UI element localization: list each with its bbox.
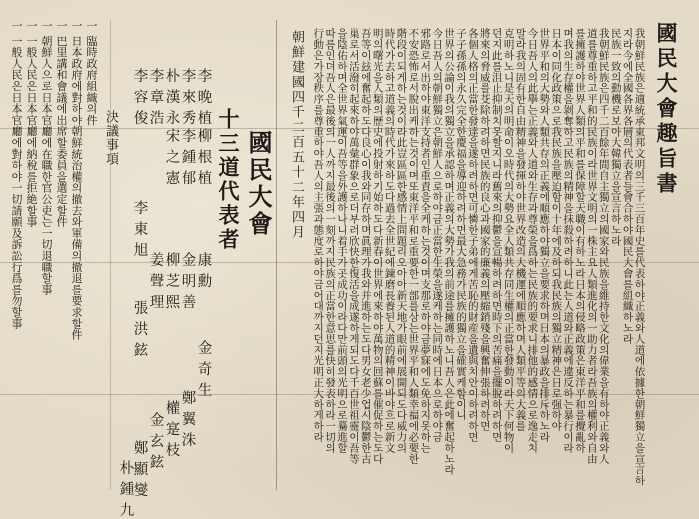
proclamation-column: 子子孫孫의永久完全한慶福을導迎하려하면最大急務가民族的獨立을確實케함이니 [455,28,467,421]
proclamation-column: 不安恐怖로서脫出케하는것이며또東洋平和로重要한一部를삼는世界平和人類幸福에必要한 [407,28,420,464]
proclamation-date: 朝鮮建國四千二百五十二年四月 [289,30,304,240]
proclamation-column: 今日吾人의朝鮮獨立은朝鮮人으로하야금正當한生榮을遂케하는同時에日本으로하야금 [431,28,444,443]
representative-name: 柳 根 植 [195,128,212,186]
proclamation-column: 道를尊重하고平和的民族이라世界文明의一株主요人類進化의一助力者라吾族의權利와自由 [585,28,598,464]
proclamation-column: 今日吾人의此擧는正義와人道와生存과尊榮을爲하는民族的要求니排他的感情으로逸走치 [526,28,539,454]
proclamation-column: 我朝鮮民族은四千二百餘年間自主獨立의國家와民族을維持한文化의偉業을有하야正義와人 [597,28,610,464]
representative-name: 張 洪 鉉 [131,300,148,358]
proclamation-column: 明의曙光을人類의歷史에投射하기始하도다新春이世界에來하야萬物의回蘇를催促하는도다 [371,28,384,464]
proclamation-column: 를擁護하야世界人類의平和를保障할天職이有하노라日本의侵略政策은東洋平和를攪亂하 [574,28,586,454]
resolution-item: 一 巴里講和會議에出席할委員을選定할件 [55,20,68,228]
proclamation-column: 世界의公論이我의獨立을承認하며正義의大勢가我의前途를擁護하노니吾人은此에奮起하노라 [443,28,456,475]
proclamation-column: 日本이同化政策으로我民族을壓迫함이十年에及하되我民族의獨立精神은日로强하야 [550,28,563,432]
representative-name: 李 鍾 郁 [179,128,196,186]
proclamation-column: 吾等이玆에奮起하도다良心이我와同存하며眞理가我와并進하는도다男女老少업시陰鬱한古 [359,28,372,464]
proclamation-column: 將來의脅威를芟除하려하면民族的良心과國家的廉義의壓縮銷殘을興奮伸張하려하면 [478,28,491,432]
proclamation-column: 巢로서活潑히起來하야萬彙群象으로더부러欣快한復活을成遂하게되도다千百世祖靈이吾等 [347,28,360,464]
representative-name: 金 奇 生 [195,340,212,398]
representative-name: 李 東 旭 [131,200,148,258]
proclamation-column: 을陰佑하며全世界氣運이吾等을外護하나니着手가곳成功이라다만前頭의光明으로驀進할 [336,28,348,454]
proclamation-title: 國民大會趣旨書 [654,22,679,197]
proclamation-column: 邪路로서出하야東洋支持者인重責을全케하는것이며支那로하야금夢寐에도免하지못하는 [419,28,432,454]
representative-name: 朴 鍾 九 [117,460,134,518]
representative-name: 柳 芝 熙 [163,252,180,310]
representative-name: 李 來 秀 [179,68,196,126]
resolution-item: 一 臨時政府組織의件 [85,20,98,126]
representative-name: 李 章 浩 [147,68,164,126]
proclamation-column: 世界平和의大勢와人類共存의正義에順應하야獨立을要求하며日本의暴政을排斥하노라 [538,28,551,443]
resolution-item: 一 日本政府에對하야朝鮮統治權의撤去와軍備의撤退를要求할件 [70,20,83,341]
proclamation-column: 말라我의固有한自由精神을發揮하야世界改造의大機運에順應하며人類平等의大義를 [514,28,527,432]
representative-name: 鄭 翼 洙 [179,390,196,448]
representative-name: 李 容 俊 [131,68,148,126]
proclamation-column: 行動은가장秩序를尊重하야吾人의主張과態度로하야금어대까지던지光明正大하게하라 [312,28,325,443]
proclamation-column: 各個人格의正當한發達을遂하려하면可憐한子弟에게苦恥的財産을遺與치안이하려하면 [466,28,479,443]
representative-name: 李 晚 植 [195,68,212,126]
section-divider [110,20,111,490]
representative-name: 康 勳 [195,252,212,289]
proclamation-column: 克明하노니是天의明命이오時代의大勢요全人類共存同生權의正當한發動이라天下何物이 [502,28,515,454]
representative-name: 金 明 善 [179,252,196,310]
resolutions-title: 決議事項 [103,110,118,166]
proclamation-column: 民族一致의動機로보아大韓獨立을宣言하노라 [609,28,622,246]
representative-name: 金 玄 鉉 [147,412,164,470]
resolution-item: 一 朝鮮人으로日本官廳에在職한官公吏는一切退職할事 [40,20,53,295]
section-divider [276,20,277,490]
representative-name: 宋 之 憲 [163,128,180,186]
representative-name: 姜 聲 理 [147,252,164,310]
proclamation-column: 我朝鮮民族은適統承東邦文明의三千三百年史를代表하야正義와人道에依據한朝鮮獨立을宣言하 [633,28,646,486]
congress-title: 國民大會 [244,130,273,238]
representative-name: 權 寔 枝 [163,400,180,458]
proclamation-column: 며我의生存權을剝奪하고民族의精神을抹殺하려하니此는人道와正義에違反하는暴行이라 [562,28,575,454]
resolution-item: 一 一般人民은日本官廳에對하야一切請願及訴訟行爲를勿할事 [10,20,23,329]
proclamation-column: 따름인뎌吾人은最後의一人까지最後의一刻까지民族의正當한意思를快히發表하라一切의 [324,28,337,454]
representative-name: 朴 漢 永 [163,68,180,126]
proclamation-column: 던지此를沮止抑制치못할지니라舊來의抑鬱을宣暢하려하면時下의苦痛을擺脫하려하면 [490,28,503,443]
congress-subtitle: 十三道代表者 [216,108,241,252]
proclamation-column: 지라今에全國各界各層의代表者들會合하야國民大會를組織하노라 [621,28,634,345]
resolution-item: 一 一般人民은日本官廳에納稅를拒絶할事 [25,20,38,228]
proclamation-column: 時代가去하고道義의時代가來하도다過去全世紀에鍊磨長養된人道的精神이바야흐로新文 [383,28,396,454]
proclamation-column: 階段이되게하는것이라此豈區區한感情上問題리오아아新天地가眼前에展開되도다威力의 [395,28,408,454]
representative-name: 鄭 顯 燮 [131,440,148,498]
